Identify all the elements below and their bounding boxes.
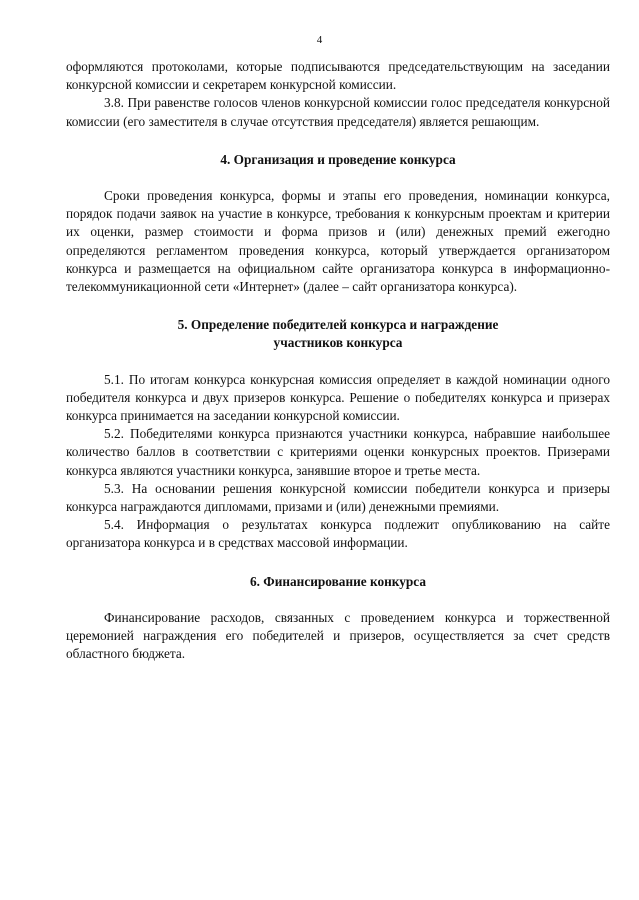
section-5-heading-line2: участников конкурса — [273, 335, 403, 351]
paragraph-3-8: 3.8. При равенстве голосов членов конкурсной комиссии голос председателя конкурсной комиссии (его заместителя в случае отсутствия председателя) является решающим. — [66, 95, 610, 129]
paragraph-5-2: 5.2. Победителями конкурса признаются участники конкурса, набравшие наибольшее количество баллов в соответствии с критериями оценки конкурсных проектов. Призерами конкурса являются участники конкурса, занявшие второе и третье места. — [66, 426, 610, 478]
section-5-heading — [66, 316, 610, 352]
paragraph-5-4: 5.4. Информация о результатах конкурса подлежит опубликованию на сайте организатора конкурса и в средствах массовой информации. — [66, 517, 610, 551]
page-number: 4 — [316, 34, 323, 46]
document-body — [66, 58, 610, 663]
paragraph-5-3: 5.3. На основании решения конкурсной комиссии победители конкурса и призеры конкурса награждаются дипломами, призами и (или) денежными премиями. — [66, 480, 610, 515]
paragraph-5-1: 5.1. По итогам конкурса конкурсная комиссия определяет в каждой номинации одного победителя конкурса и двух призеров конкурса. Решение о победителях конкурса и призерах конкурса принимается на заседании конкурсной комиссии. — [66, 371, 610, 424]
paragraph-continuation: оформляются протоколами, которые подписываются председательствующим на заседании конкурсной комиссии и секретарем конкурсной комиссии. — [66, 59, 610, 93]
section-5-heading-line1: 5. Определение победителей конкурса и награждение — [177, 317, 499, 333]
section-4-paragraph: Сроки проведения конкурса, формы и этапы его проведения, номинации конкурса, порядок подачи заявок на участие в конкурсе, требования к конкурсным проектам и критерии их оценки, размер стоимости и форма призов и (или) денежных премий ежегодно определяются регламентом проведения конкурса, который утверждается организатором конкурса и размещается на официальном сайте организатора конкурса в информационно-телекоммуникационной сети «Интернет» (далее – сайт организатора конкурса). — [66, 188, 610, 295]
section-4-heading: 4. Организация и проведение конкурса — [220, 151, 456, 167]
section-6-heading: 6. Финансирование конкурса — [249, 573, 427, 589]
section-6-paragraph: Финансирование расходов, связанных с проведением конкурса и торжественной церемонией награждения его победителей и призеров, осуществляется за счет средств областного бюджета. — [66, 609, 610, 662]
